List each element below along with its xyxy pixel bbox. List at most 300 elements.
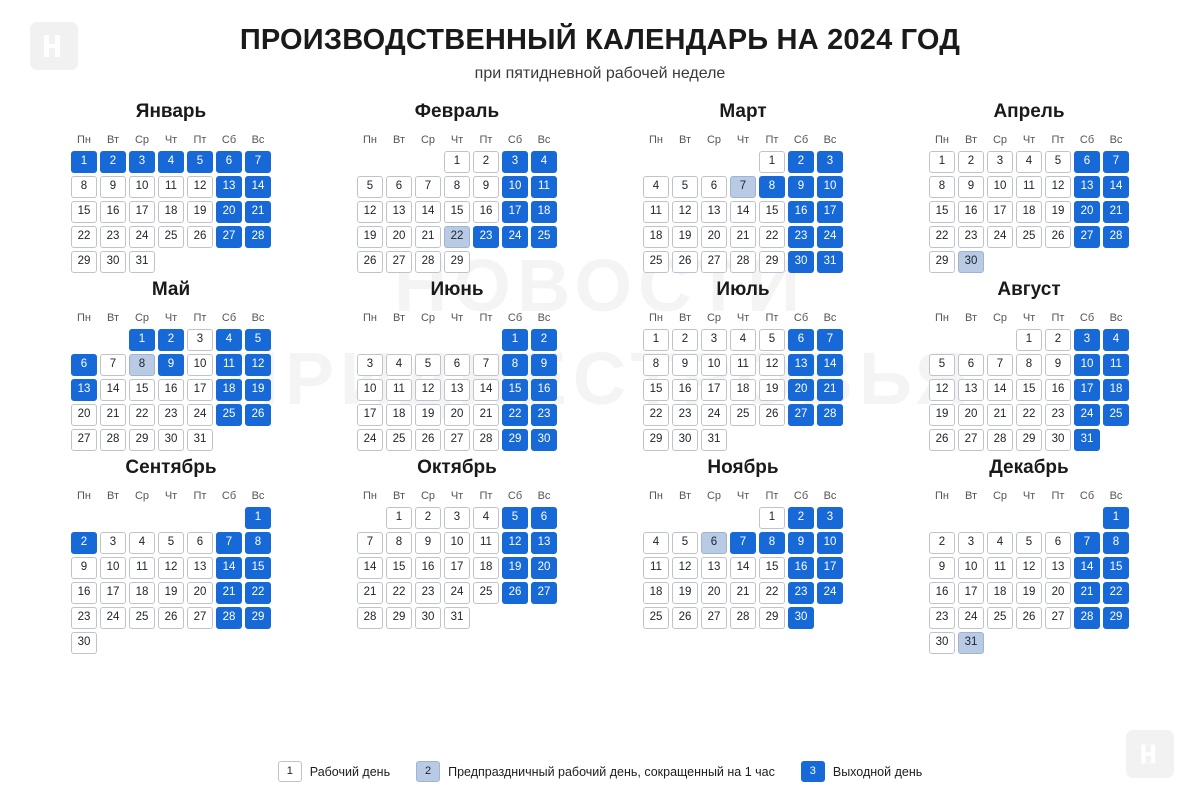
day-cell: 10 [1074,354,1100,376]
day-cell: 5 [759,329,785,351]
day-placeholder [701,507,727,529]
day-cell: 30 [958,251,984,273]
day-cell: 6 [71,354,97,376]
day-placeholder [929,507,955,529]
day-cell: 22 [1016,404,1042,426]
day-cell: 9 [71,557,97,579]
day-cell: 29 [71,251,97,273]
day-cell: 22 [71,226,97,248]
weekday-label: Вт [392,490,405,502]
day-cell: 1 [1016,329,1042,351]
weekday-label: Пн [77,490,91,502]
day-placeholder [1016,507,1042,529]
weekday-header [357,133,557,147]
weekday-label: Пн [363,312,377,324]
day-cell: 7 [245,151,271,173]
weekday-label: Чт [736,312,750,324]
month-days [357,507,557,629]
month-block [28,279,314,451]
day-cell: 11 [386,379,412,401]
day-cell: 7 [357,532,383,554]
day-cell: 13 [1045,557,1071,579]
day-cell: 15 [502,379,528,401]
month-block [600,279,886,451]
day-cell: 29 [759,251,785,273]
weekday-label: Ср [420,134,436,146]
day-placeholder [643,151,669,173]
weekday-header [71,489,271,503]
day-placeholder [672,507,698,529]
day-cell: 24 [958,607,984,629]
weekday-label: Сб [793,490,809,502]
day-placeholder [216,507,242,529]
day-cell: 10 [502,176,528,198]
day-cell: 6 [701,176,727,198]
weekday-label: Сб [793,312,809,324]
day-cell: 31 [1074,429,1100,451]
day-cell: 29 [386,607,412,629]
legend-swatch: 2 [416,761,440,782]
day-cell: 20 [386,226,412,248]
day-cell: 29 [759,607,785,629]
day-cell: 20 [531,557,557,579]
day-cell: 2 [672,329,698,351]
day-cell: 6 [1074,151,1100,173]
weekday-label: Ср [134,312,150,324]
day-cell: 24 [701,404,727,426]
day-cell: 26 [1016,607,1042,629]
day-cell: 17 [701,379,727,401]
day-cell: 9 [531,354,557,376]
weekday-label: Вс [537,490,551,502]
month-days [929,151,1129,273]
day-cell: 23 [788,226,814,248]
day-cell: 21 [216,582,242,604]
month-name: Март [719,101,767,122]
day-cell: 27 [701,251,727,273]
weekday-label: Ср [420,312,436,324]
day-cell: 30 [788,251,814,273]
day-placeholder [672,151,698,173]
day-cell: 10 [817,532,843,554]
day-cell: 15 [759,557,785,579]
day-cell: 3 [100,532,126,554]
day-cell: 2 [788,507,814,529]
weekday-header [643,311,843,325]
day-cell: 3 [817,151,843,173]
day-cell: 8 [129,354,155,376]
calendar-grid [0,101,1200,654]
weekday-label: Вт [964,312,977,324]
day-cell: 16 [415,557,441,579]
day-cell: 3 [958,532,984,554]
day-cell: 21 [730,226,756,248]
day-cell: 15 [71,201,97,223]
day-cell: 2 [473,151,499,173]
day-cell: 24 [444,582,470,604]
day-cell: 17 [958,582,984,604]
day-cell: 6 [386,176,412,198]
weekday-label: Чт [1022,312,1036,324]
day-cell: 26 [1045,226,1071,248]
day-placeholder [987,507,1013,529]
day-cell: 13 [701,201,727,223]
day-cell: 7 [1103,151,1129,173]
day-cell: 6 [187,532,213,554]
day-cell: 29 [444,251,470,273]
day-cell: 10 [100,557,126,579]
day-cell: 30 [672,429,698,451]
day-cell: 11 [987,557,1013,579]
weekday-label: Сб [1079,134,1095,146]
day-cell: 14 [245,176,271,198]
day-cell: 6 [531,507,557,529]
day-cell: 8 [1016,354,1042,376]
weekday-label: Чт [736,134,750,146]
month-block [28,457,314,654]
day-cell: 7 [987,354,1013,376]
day-cell: 25 [386,429,412,451]
weekday-label: Чт [450,490,464,502]
weekday-label: Вс [1109,134,1123,146]
day-placeholder [444,329,470,351]
month-days [357,151,557,273]
day-cell: 8 [1103,532,1129,554]
day-cell: 21 [1074,582,1100,604]
day-cell: 19 [759,379,785,401]
day-placeholder [71,329,97,351]
weekday-label: Ср [992,134,1008,146]
day-cell: 25 [987,607,1013,629]
day-cell: 19 [415,404,441,426]
day-cell: 24 [502,226,528,248]
day-cell: 21 [987,404,1013,426]
legend-label: Выходной день [832,764,923,779]
day-cell: 9 [929,557,955,579]
day-cell: 6 [1045,532,1071,554]
day-cell: 2 [958,151,984,173]
day-cell: 23 [473,226,499,248]
day-cell: 27 [788,404,814,426]
month-name: Август [997,279,1061,300]
legend [0,761,1200,782]
day-cell: 10 [129,176,155,198]
day-cell: 17 [100,582,126,604]
day-cell: 23 [929,607,955,629]
month-days [643,507,843,629]
weekday-label: Сб [1079,490,1095,502]
month-name: Ноябрь [707,457,779,478]
day-cell: 26 [245,404,271,426]
day-cell: 20 [216,201,242,223]
day-cell: 20 [1045,582,1071,604]
day-cell: 4 [129,532,155,554]
day-cell: 9 [788,532,814,554]
day-cell: 28 [730,251,756,273]
day-cell: 29 [502,429,528,451]
month-block [314,279,600,451]
weekday-label: Ср [706,312,722,324]
day-cell: 20 [187,582,213,604]
day-cell: 27 [216,226,242,248]
weekday-label: Пн [649,134,663,146]
weekday-label: Сб [221,134,237,146]
day-cell: 12 [672,201,698,223]
day-cell: 21 [415,226,441,248]
day-cell: 6 [701,532,727,554]
day-cell: 26 [672,251,698,273]
day-cell: 15 [444,201,470,223]
day-cell: 22 [643,404,669,426]
weekday-label: Вс [251,134,265,146]
day-cell: 4 [386,354,412,376]
weekday-label: Вт [106,490,119,502]
weekday-label: Пт [193,312,207,324]
day-cell: 25 [643,251,669,273]
day-cell: 18 [643,582,669,604]
day-cell: 18 [730,379,756,401]
day-cell: 12 [187,176,213,198]
day-cell: 18 [987,582,1013,604]
day-cell: 21 [817,379,843,401]
weekday-label: Пт [479,312,493,324]
weekday-label: Вс [251,312,265,324]
day-cell: 28 [730,607,756,629]
day-cell: 29 [1103,607,1129,629]
day-placeholder [701,151,727,173]
month-name: Май [151,279,191,300]
day-cell: 27 [1045,607,1071,629]
day-cell: 18 [1103,379,1129,401]
day-cell: 16 [71,582,97,604]
day-cell: 8 [643,354,669,376]
month-name: Октябрь [417,457,497,478]
day-cell: 9 [415,532,441,554]
day-cell: 16 [788,557,814,579]
day-cell: 15 [1016,379,1042,401]
day-cell: 5 [357,176,383,198]
day-cell: 6 [788,329,814,351]
day-cell: 13 [444,379,470,401]
month-days [71,151,271,273]
day-cell: 3 [129,151,155,173]
weekday-label: Чт [164,134,178,146]
day-cell: 23 [672,404,698,426]
day-cell: 11 [216,354,242,376]
weekday-label: Чт [164,312,178,324]
day-cell: 14 [357,557,383,579]
day-cell: 10 [357,379,383,401]
day-cell: 13 [701,557,727,579]
day-cell: 14 [415,201,441,223]
legend-item [801,761,922,782]
day-cell: 13 [1074,176,1100,198]
day-placeholder [158,507,184,529]
day-cell: 15 [129,379,155,401]
weekday-header [643,133,843,147]
weekday-label: Пт [1051,312,1065,324]
month-block [28,101,314,273]
day-cell: 11 [129,557,155,579]
day-cell: 1 [759,507,785,529]
day-cell: 30 [1045,429,1071,451]
day-cell: 10 [987,176,1013,198]
weekday-label: Сб [221,490,237,502]
day-cell: 17 [187,379,213,401]
day-cell: 16 [1045,379,1071,401]
weekday-label: Ср [706,490,722,502]
day-cell: 9 [100,176,126,198]
day-cell: 30 [415,607,441,629]
day-cell: 29 [1016,429,1042,451]
weekday-label: Пт [765,134,779,146]
weekday-label: Чт [450,134,464,146]
weekday-label: Пт [765,490,779,502]
weekday-label: Чт [1022,490,1036,502]
day-cell: 10 [444,532,470,554]
day-placeholder [473,329,499,351]
legend-label: Рабочий день [309,764,391,779]
weekday-label: Сб [221,312,237,324]
day-placeholder [987,329,1013,351]
weekday-label: Пт [1051,490,1065,502]
day-cell: 14 [100,379,126,401]
day-cell: 19 [245,379,271,401]
weekday-label: Пн [77,134,91,146]
weekday-label: Пн [935,490,949,502]
day-cell: 4 [216,329,242,351]
day-cell: 13 [216,176,242,198]
day-cell: 7 [216,532,242,554]
day-cell: 21 [473,404,499,426]
day-cell: 28 [987,429,1013,451]
month-name: Декабрь [989,457,1069,478]
day-cell: 19 [929,404,955,426]
day-cell: 30 [531,429,557,451]
day-cell: 9 [473,176,499,198]
day-cell: 24 [100,607,126,629]
day-cell: 23 [531,404,557,426]
day-placeholder [730,151,756,173]
month-name: Февраль [414,101,500,122]
day-cell: 5 [1016,532,1042,554]
day-placeholder [1045,507,1071,529]
day-cell: 18 [643,226,669,248]
day-cell: 18 [473,557,499,579]
day-cell: 17 [987,201,1013,223]
day-cell: 23 [788,582,814,604]
day-cell: 14 [1074,557,1100,579]
day-cell: 29 [643,429,669,451]
day-cell: 14 [730,201,756,223]
day-cell: 12 [672,557,698,579]
day-cell: 25 [158,226,184,248]
day-cell: 6 [958,354,984,376]
day-cell: 22 [502,404,528,426]
day-cell: 29 [245,607,271,629]
day-cell: 1 [759,151,785,173]
day-cell: 19 [1016,582,1042,604]
weekday-label: Пн [363,490,377,502]
day-cell: 19 [357,226,383,248]
day-cell: 3 [444,507,470,529]
day-cell: 23 [415,582,441,604]
day-cell: 30 [788,607,814,629]
legend-swatch: 3 [801,761,825,782]
day-cell: 28 [1103,226,1129,248]
day-cell: 4 [987,532,1013,554]
weekday-label: Вт [106,134,119,146]
legend-label: Предпраздничный рабочий день, сокращенный на 1 час [448,764,775,779]
day-cell: 17 [817,557,843,579]
day-placeholder [415,329,441,351]
day-cell: 15 [1103,557,1129,579]
day-cell: 28 [473,429,499,451]
day-cell: 16 [958,201,984,223]
month-block [314,101,600,273]
month-days [357,329,557,451]
day-cell: 19 [1045,201,1071,223]
day-placeholder [357,507,383,529]
day-cell: 31 [817,251,843,273]
month-block [314,457,600,654]
day-cell: 9 [958,176,984,198]
legend-item [278,761,390,782]
day-cell: 20 [1074,201,1100,223]
day-cell: 22 [129,404,155,426]
day-cell: 2 [788,151,814,173]
day-cell: 13 [71,379,97,401]
day-cell: 17 [357,404,383,426]
day-cell: 8 [759,176,785,198]
day-cell: 26 [187,226,213,248]
weekday-label: Вт [392,134,405,146]
day-cell: 9 [1045,354,1071,376]
day-cell: 1 [1103,507,1129,529]
day-cell: 25 [730,404,756,426]
day-cell: 30 [158,429,184,451]
day-cell: 24 [357,429,383,451]
day-cell: 4 [643,532,669,554]
day-cell: 22 [444,226,470,248]
page-subtitle: при пятидневной рабочей неделе [474,65,726,82]
weekday-label: Чт [736,490,750,502]
weekday-label: Чт [1022,134,1036,146]
day-cell: 27 [444,429,470,451]
weekday-label: Пт [479,490,493,502]
day-cell: 1 [245,507,271,529]
day-cell: 4 [158,151,184,173]
day-cell: 13 [187,557,213,579]
weekday-label: Чт [164,490,178,502]
day-cell: 26 [929,429,955,451]
day-cell: 2 [1045,329,1071,351]
day-cell: 11 [1016,176,1042,198]
day-cell: 4 [473,507,499,529]
day-cell: 23 [71,607,97,629]
day-placeholder [958,329,984,351]
weekday-label: Сб [793,134,809,146]
weekday-label: Сб [1079,312,1095,324]
day-cell: 11 [1103,354,1129,376]
weekday-label: Сб [507,490,523,502]
day-cell: 22 [759,582,785,604]
day-cell: 5 [187,151,213,173]
weekday-label: Вт [106,312,119,324]
weekday-header [929,489,1129,503]
day-cell: 20 [444,404,470,426]
month-name: Апрель [993,101,1065,122]
